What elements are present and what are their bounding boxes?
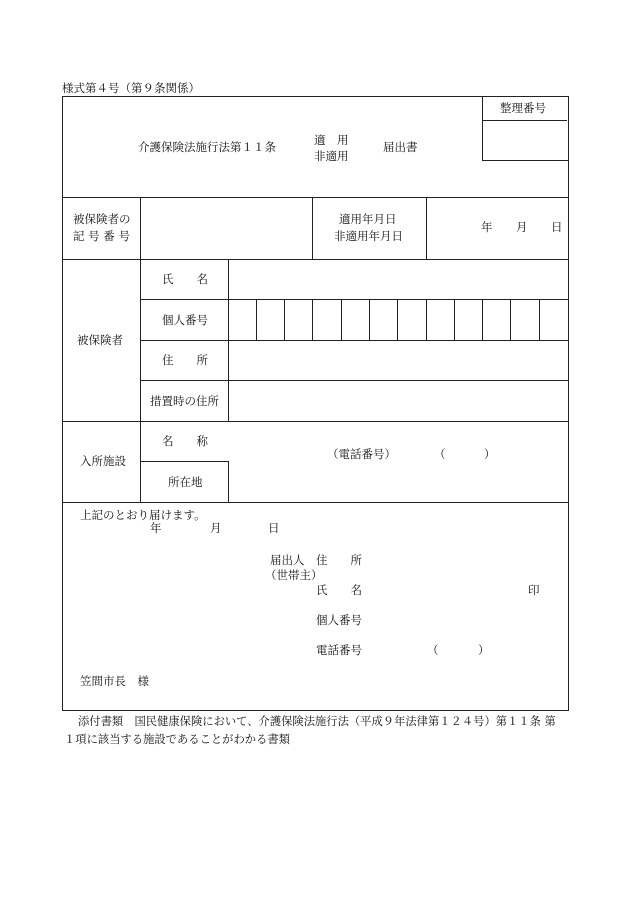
form-label: 様式第４号（第９条関係） [62, 81, 200, 95]
facility-phone-paren-open: （ [434, 447, 446, 461]
declarant-phone-paren-open: （ [427, 643, 439, 657]
tekiyo-date-input[interactable] [427, 198, 567, 258]
tekiyo-date-label: 適用年月日 [339, 212, 397, 226]
address-input[interactable] [229, 341, 567, 380]
title-todokede: 届出書 [383, 140, 418, 154]
addressee: 笠間市長 様 [80, 674, 149, 688]
kojin-bango-label: 個人番号 [162, 313, 208, 327]
declarant-phone-paren-close: ） [478, 643, 490, 657]
declaration-month: 月 [210, 521, 222, 535]
seiri-bango-label: 整理番号 [500, 101, 546, 115]
declaration-year: 年 [150, 521, 162, 535]
hihokensha-id-label-1: 被保険者の [73, 212, 131, 226]
facility-location-label: 所在地 [168, 475, 203, 489]
declaration-day: 日 [268, 521, 280, 535]
seal-mark: 印 [528, 583, 540, 597]
address-label: 住 所 [162, 353, 208, 367]
date-month: 月 [516, 220, 528, 234]
facility-phone-label: （電話番号） [327, 447, 396, 461]
name-label: 氏 名 [162, 272, 208, 286]
declaration-statement: 上記のとおり届けます。 [80, 508, 206, 522]
declarant-address-label: 住 所 [316, 553, 362, 567]
kojin-bango-input[interactable] [229, 300, 567, 340]
name-input[interactable] [229, 260, 567, 299]
hihokensha-id-input[interactable] [141, 198, 311, 258]
attachment-line-1: 添付書類 国民健康保険において、介護保険法施行法（平成９年法律第１２４号）第１１条 第 [78, 715, 556, 728]
sochi-address-label: 措置時の住所 [150, 394, 219, 408]
declarant-name-label: 氏 名 [316, 583, 362, 597]
setainushi-label: （世帯主） [265, 568, 323, 582]
facility-phone-paren-close: ） [484, 447, 496, 461]
title-tekiyo: 適 用 [314, 133, 349, 147]
facility-name-label: 名 称 [162, 434, 208, 448]
hihokensha-section-label: 被保険者 [77, 333, 123, 347]
title-hitekiyo: 非適用 [314, 149, 349, 163]
title-law: 介護保険法施行法第１１条 [138, 140, 276, 154]
hitekiyo-date-label: 非適用年月日 [334, 229, 403, 243]
date-year: 年 [481, 220, 493, 234]
date-day: 日 [551, 220, 563, 234]
hihokensha-id-label-2: 記 号 番 号 [73, 229, 130, 243]
facility-section-label: 入所施設 [80, 454, 126, 468]
declarant-kojin-bango-label: 個人番号 [316, 613, 362, 627]
attachment-line-2: １項に該当する施設であることがわかる書類 [64, 733, 290, 746]
todokedenin-label: 届出人 [270, 553, 305, 567]
facility-input[interactable] [141, 422, 567, 501]
declarant-phone-label: 電話番号 [316, 643, 362, 657]
sochi-address-input[interactable] [229, 381, 567, 421]
